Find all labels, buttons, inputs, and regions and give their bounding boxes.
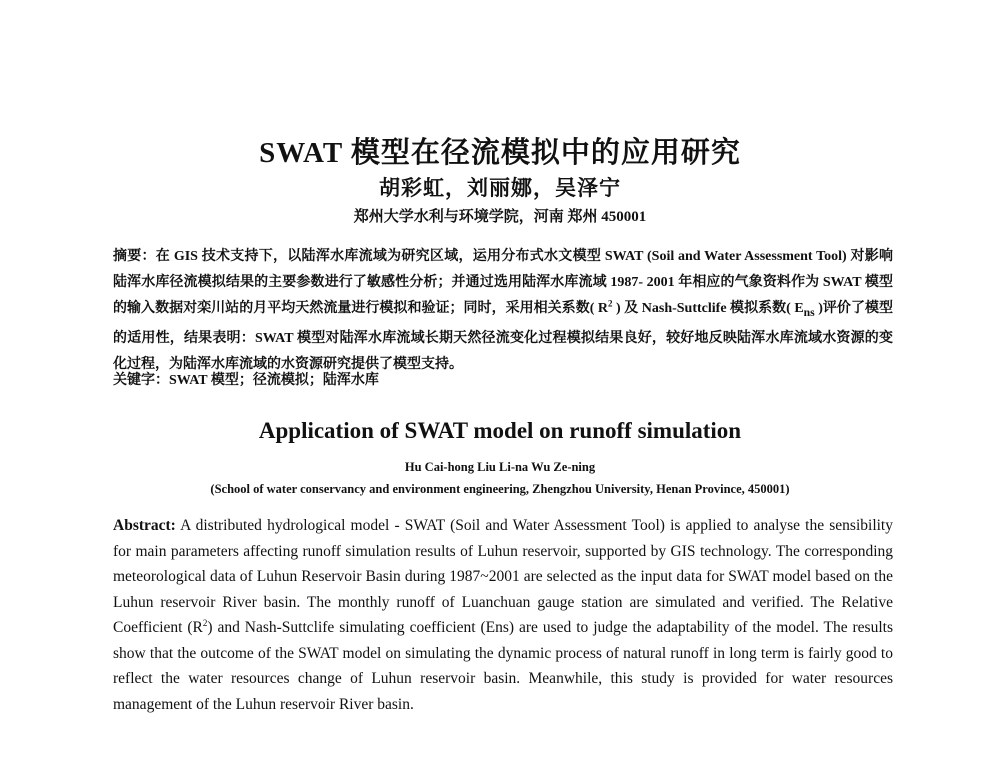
chinese-abstract-text-1: 在 GIS 技术支持下，以陆浑水库流域为研究区域，运用分布式水文模型 SWAT (Soil and Water Assessment Tool) 对影响陆浑水库径流模拟结果的主要参数进行了敏感性分析；并通过选用陆浑水库流域 1987- 2001 年相应的气象资料作为 SWAT 模型的输入数据对栾川站的月平均天然流量进行模拟和验证；同时，采用相关系数( R — [113, 249, 893, 316]
english-abstract-text-2: ) and Nash-Suttclife simulating coefficient (Ens) are used to judge the adaptability of the model. The results show that the outcome of the SWAT model on simulating the dynamic process of natural runoff in long term is fairly good to reflect the water resources change of Luhun reservoir basin. Meanwhile, this study is provided for water resources management of the Luhun reservoir River basin. — [113, 619, 893, 713]
chinese-keywords — [113, 370, 893, 392]
chinese-abstract-text-3: )评价了模型的适用性，结果表明：SWAT 模型对陆浑水库流域长期天然径流变化过程模拟结果良好，较好地反映陆浑水库流域水资源的变化过程，为陆浑水库流域的水资源研究提供了模型支持。 — [113, 301, 893, 372]
chinese-abstract-text-2: ) 及 Nash-Suttclife 模拟系数( E — [612, 301, 804, 316]
english-authors: Hu Cai-hong Liu Li-na Wu Ze-ning — [404, 460, 596, 474]
english-abstract — [113, 513, 893, 717]
english-affiliation: (School of water conservancy and environment engineering, Zhengzhou University, Henan Province, 450001) — [210, 482, 790, 496]
chinese-title: SWAT 模型在径流模拟中的应用研究 — [259, 137, 741, 169]
chinese-abstract-subscript: ns — [803, 305, 815, 319]
chinese-abstract — [113, 244, 893, 378]
chinese-affiliation: 郑州大学水利与环境学院，河南 郑州 450001 — [353, 209, 647, 225]
english-title: Application of SWAT model on runoff simulation — [258, 418, 742, 443]
chinese-keywords-text: SWAT 模型；径流模拟；陆浑水库 — [169, 373, 379, 388]
english-abstract-text-1: A distributed hydrological model - SWAT (Soil and Water Assessment Tool) is applied to analyse the sensibility for main parameters affecting runoff simulation results of Luhun reservoir, supported by GIS technology. The corresponding meteorological data of Luhun Reservoir Basin during 1987~2001 are selected as the input data for SWAT model based on the Luhun reservoir River basin. The monthly runoff of Luanchuan gauge station are simulated and verified. The Relative Coefficient (R — [113, 517, 893, 636]
chinese-keywords-label: 关键字： — [113, 373, 169, 388]
chinese-abstract-superscript: 2 — [608, 298, 613, 309]
chinese-authors: 胡彩虹，刘丽娜，吴泽宁 — [379, 176, 621, 200]
english-abstract-superscript: 2 — [202, 617, 208, 628]
chinese-abstract-label: 摘要： — [113, 249, 156, 264]
english-abstract-label: Abstract: — [113, 517, 176, 534]
